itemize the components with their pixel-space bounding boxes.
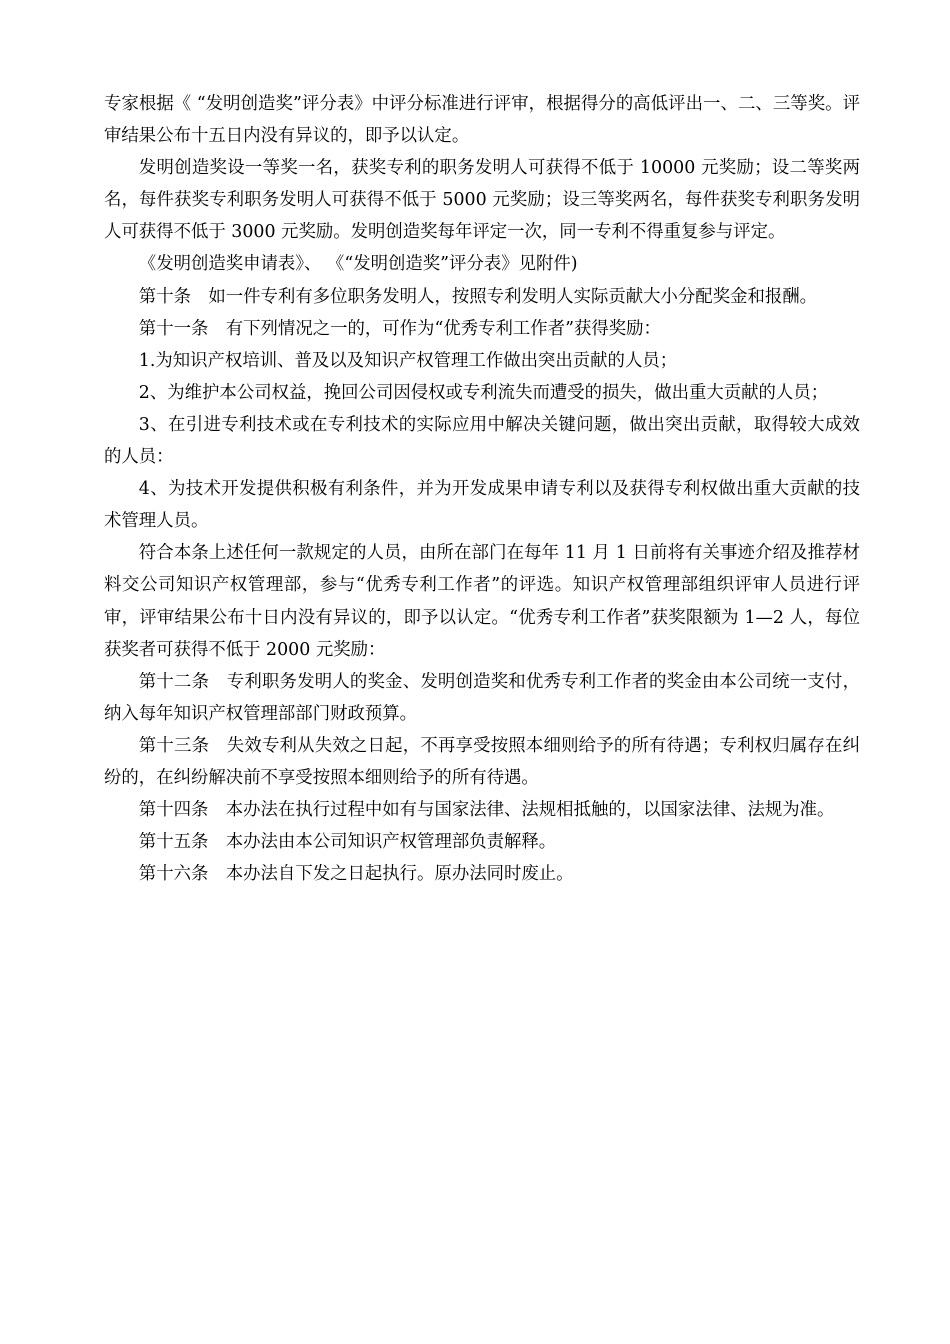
article-16: 第十六条 本办法自下发之日起执行。原办法同时废止。 — [138, 864, 574, 885]
article-11-item-1: 1.为知识产权培训、普及以及知识产权管理工作做出突出贡献的人员； — [138, 350, 678, 371]
article-11: 第十一条 有下列情况之一的，可作为“优秀专利工作者”获得奖励： — [138, 318, 661, 339]
document-body — [104, 88, 860, 890]
article-10: 第十条 如一件专利有多位职务发明人，按照专利发明人实际贡献大小分配奖金和报酬。 — [138, 286, 818, 307]
article-11-item-4: 4、为技术开发提供积极有利条件，并为开发成果申请专利以及获得专利权做出重大贡献的技术管理人员。 — [104, 479, 860, 532]
paragraph-selection-process: 符合本条上述任何一款规定的人员，由所在部门在每年 11 月 1 日前将有关事迹介绍及推荐材料交公司知识产权管理部，参与“优秀专利工作者”的评选。知识产权管理部组织评审人员进行评审，评审结果公布十日内没有异议的，即予以认定。“优秀专利工作者”获奖限额为 1—2 人，每位获奖者可获得不低于 2000 元奖励： — [104, 543, 860, 660]
article-11-item-3: 3、在引进专利技术或在专利技术的实际应用中解决关键问题，做出突出贡献，取得较大成效的人员： — [104, 414, 860, 468]
paragraph-review-criteria: 专家根据《 “发明创造奖”评分表》中评分标准进行评审，根据得分的高低评出一、二、三等奖。评审结果公布十五日内没有异议的，即予以认定。 — [104, 94, 860, 147]
article-11-item-2: 2、为维护本公司权益，挽回公司因侵权或专利流失而遭受的损失，做出重大贡献的人员； — [138, 382, 829, 403]
article-12: 第十二条 专利职务发明人的奖金、发明创造奖和优秀专利工作者的奖金由本公司统一支付，纳入每年知识产权管理部部门财政预算。 — [104, 671, 860, 724]
article-13: 第十三条 失效专利从失效之日起，不再享受按照本细则给予的所有待遇；专利权归属存在纠纷的，在纠纷解决前不享受按照本细则给予的所有待遇。 — [104, 735, 860, 788]
article-15: 第十五条 本办法由本公司知识产权管理部负责解释。 — [138, 832, 557, 853]
paragraph-attachments: 《发明创造奖申请表》、 《“发明创造奖”评分表》见附件) — [138, 254, 578, 275]
paragraph-award-levels: 发明创造奖设一等奖一名，获奖专利的职务发明人可获得不低于 10000 元奖励；设二等奖两名，每件获奖专利职务发明人可获得不低于 5000 元奖励；设三等奖两名，每件获奖专利职务发明人可获得不低于 3000 元奖励。发明创造奖每年评定一次，同一专利不得重复参与评定。 — [104, 158, 860, 243]
article-14: 第十四条 本办法在执行过程中如有与国家法律、法规相抵触的，以国家法律、法规为准。 — [138, 800, 835, 821]
